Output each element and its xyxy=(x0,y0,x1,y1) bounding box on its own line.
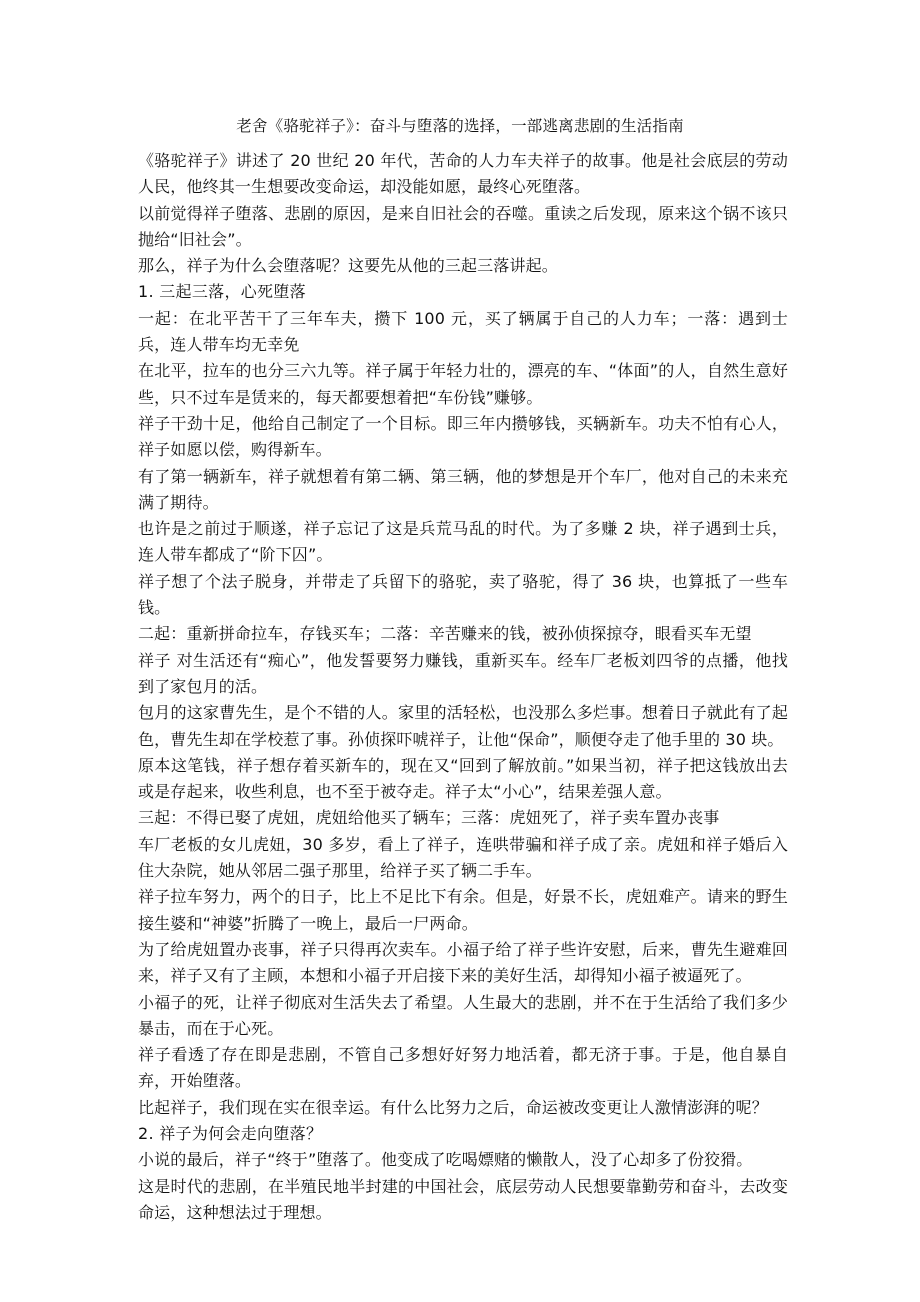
paragraph: 以前觉得祥子堕落、悲剧的原因，是来自旧社会的吞噬。重读之后发现，原来这个锅不该只抛给“旧社会”。 xyxy=(138,203,788,249)
paragraph: 祥子干劲十足，他给自己制定了一个目标。即三年内攒够钱，买辆新车。功夫不怕有心人，祥子如愿以偿，购得新车。 xyxy=(138,413,788,460)
paragraph: 祥子 对生活还有“痴心”，他发誓要努力赚钱，重新买车。经车厂老板刘四爷的点播，他找到了家包月的活。 xyxy=(138,650,788,696)
subsection-heading: 三起：不得已娶了虎妞，虎妞给他买了辆车；三落：虎妞死了，祥子卖车置办丧事 xyxy=(138,808,720,828)
paragraph: 包月的这家曹先生，是个不错的人。家里的活轻松，也没那么多烂事。想着日子就此有了起色，曹先生却在学校惹了事。孙侦探吓唬祥子，让他“保命”，顺便夺走了他手里的 30 块。 xyxy=(138,703,788,749)
subsection-heading: 二起：重新拼命拉车，存钱买车；二落：辛苦赚来的钱，被孙侦探掠夺，眼看买车无望 xyxy=(138,624,752,644)
subsection-heading: 一起：在北平苦干了三年车夫，攒下 100 元，买了辆属于自己的人力车；一落：遇到士兵，连人带车均无幸免 xyxy=(138,308,788,355)
paragraph: 车厂老板的女儿虎妞，30 多岁，看上了祥子，连哄带骗和祥子成了亲。虎妞和祥子婚后入住大杂院，她从邻居二强子那里，给祥子买了辆二手车。 xyxy=(138,834,788,881)
paragraph: 祥子看透了存在即是悲剧，不管自己多想好好努力地活着，都无济于事。于是，他自暴自弃，开始堕落。 xyxy=(138,1045,788,1091)
paragraph: 《骆驼祥子》讲述了 20 世纪 20 年代，苦命的人力车夫祥子的故事。他是社会底层的劳动人民，他终其一生想要改变命运，却没能如愿，最终心死堕落。 xyxy=(138,151,788,197)
paragraph: 小说的最后，祥子“终于”堕落了。他变成了吃喝嫖赌的懒散人，没了心却多了份狡猾。 xyxy=(138,1150,753,1170)
paragraph: 那么，祥子为什么会堕落呢？这要先从他的三起三落讲起。 xyxy=(138,256,558,276)
paragraph: 为了给虎妞置办丧事，祥子只得再次卖车。小福子给了祥子些许安慰，后来，曹先生避难回来，祥子又有了主顾，本想和小福子开启接下来的美好生活，却得知小福子被逼死了。 xyxy=(138,939,788,986)
paragraph: 在北平，拉车的也分三六九等。祥子属于年轻力壮的，漂亮的车、“体面”的人，自然生意好些，只不过车是赁来的，每天都要想着把“车份钱”赚够。 xyxy=(138,361,788,407)
section-heading: 2. 祥子为何会走向堕落？ xyxy=(138,1123,323,1143)
paragraph: 这是时代的悲剧，在半殖民地半封建的中国社会，底层劳动人民想要靠勤劳和奋斗，去改变命运，这种想法过于理想。 xyxy=(138,1176,788,1222)
paragraph: 祥子想了个法子脱身，并带走了兵留下的骆驼，卖了骆驼，得了 36 块，也算抵了一些车钱。 xyxy=(138,571,788,618)
paragraph: 小福子的死，让祥子彻底对生活失去了希望。人生最大的悲剧，并不在于生活给了我们多少暴击，而在于心死。 xyxy=(138,992,788,1038)
paragraph: 祥子拉车努力，两个的日子，比上不足比下有余。但是，好景不长，虎妞难产。请来的野生接生婆和“神婆”折腾了一晚上，最后一尸两命。 xyxy=(138,887,788,933)
paragraph: 原本这笔钱，祥子想存着买新车的，现在又“回到了解放前。”如果当初，祥子把这钱放出去或是存起来，收些利息，也不至于被夺走。祥子太“小心”，结果差强人意。 xyxy=(138,755,788,802)
paragraph: 比起祥子，我们现在实在很幸运。有什么比努力之后，命运被改变更让人激情澎湃的呢？ xyxy=(138,1097,768,1117)
paragraph: 有了第一辆新车，祥子就想着有第二辆、第三辆，他的梦想是开个车厂，他对自己的未来充满了期待。 xyxy=(138,466,788,512)
document-body xyxy=(138,148,788,1226)
paragraph: 也许是之前过于顺遂，祥子忘记了这是兵荒马乱的时代。为了多赚 2 块，祥子遇到士兵，连人带车都成了“阶下囚”。 xyxy=(138,519,788,565)
document-title: 老舍《骆驼祥子》：奋斗与堕落的选择，一部逃离悲剧的生活指南 xyxy=(236,117,684,135)
section-heading: 1. 三起三落，心死堕落 xyxy=(138,282,306,302)
